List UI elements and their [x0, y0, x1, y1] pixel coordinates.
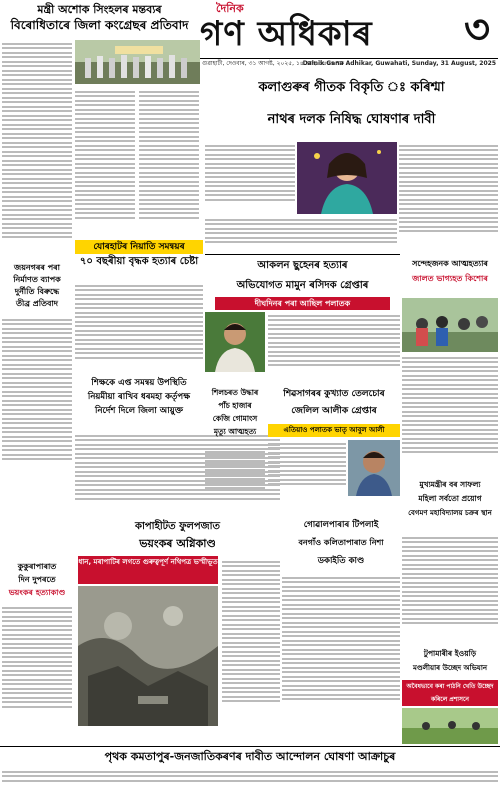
left-col-text-1	[2, 40, 72, 260]
donation-title-4: মৃত্যু আত্মহত্য	[213, 427, 257, 436]
dateline-assamese: গুৱাহাটী, দেওবাৰ, ৩১ আগষ্ট, ২০২৫, ১৪ ভাদ, ১৪৪৭ শক	[202, 60, 345, 67]
jayanagar-title-3: দুৰ্নীতি বিৰুদ্ধে	[14, 287, 60, 296]
goalpara-title-2: বনগাঁও কলিতাপাৰাত নিশা	[298, 538, 384, 547]
cm-text	[402, 534, 498, 644]
sivasagar-title-2: জেলিল আলীক গ্ৰেপ্তাৰ	[291, 406, 377, 416]
left-col-text-2	[75, 88, 135, 236]
jorhat-title-line2: ৭০ বছৰীয়া বৃদ্ধক হত্যাৰ চেষ্টা	[79, 256, 199, 267]
accused-portrait-2	[348, 440, 400, 496]
jorhat-title-line1: যোৰহাটৰ নিয়াতি সমন্বয়ৰ	[75, 240, 203, 254]
jayanagar-title-1: জয়নগৰৰ পৰা	[14, 263, 60, 272]
sivasagar-text	[268, 440, 346, 512]
akalan-photo	[205, 312, 265, 372]
kalaguru-title-1: কলাগুৰুৰ গীতক বিকৃতি ঃ কৰিশ্মা	[258, 80, 445, 95]
kalaguru-text-2	[399, 142, 498, 252]
teachers-title-1: শিক্ষকে এপ্ত সমন্বয় উপস্থিতি	[91, 378, 187, 388]
dateline-english: Dainik Gana Adhikar, Guwahati, Sunday, 31 August, 2025	[302, 60, 496, 67]
goalpara-text	[282, 574, 400, 724]
bottom-headline: পৃথক কমতাপুৰ-জনজাতিকৰণৰ দাবীত আন্দোলন ঘোষণা আক্ৰাচুৰ	[104, 750, 396, 763]
brand-dainik: দৈনিক	[216, 2, 244, 15]
akalan-text	[268, 312, 400, 382]
fire-headline	[75, 518, 280, 554]
teenager-headline	[402, 256, 498, 296]
tuppamari-banner: অবৈধভাবে কৰা পাঠনি খেতি উচ্ছেদ কৰিলে প্ৰশাসনে	[402, 680, 498, 706]
fire-banner: ধান, মৰাপাটিৰ লগতে গুৰুত্বপূৰ্ণ নথিপত্ৰ ভস্মীভূত	[78, 556, 218, 584]
goalpara-headline	[282, 516, 400, 572]
tuppamari-headline	[402, 646, 498, 678]
jayanagar-title-2: নিৰ্মাণত ব্যাপক	[13, 275, 61, 284]
page-number: ৩	[463, 7, 490, 53]
teenager-text	[402, 354, 498, 474]
teenager-title-1: সন্দেহজনক আত্মহত্যাৰ	[412, 259, 488, 268]
crowd-illustration	[402, 298, 498, 352]
donation-title-3: কেজি গোমাংস	[212, 414, 258, 423]
donation-title-2: পাঁচ হাজাৰ	[218, 401, 252, 410]
sivasagar-title-1: শিৱসাগৰৰ কুখ্যাত তেলচোৰ	[283, 389, 385, 399]
accused-portrait	[205, 312, 265, 372]
protest-photo-illustration	[75, 40, 200, 84]
kalaguru-title-2: নাথৰ দলক নিষিদ্ধ ঘোষণাৰ দাবী	[267, 112, 436, 127]
tuppamari-title-1: টুপামাৰীৰ ইওয়ড়ি	[423, 649, 477, 658]
kalaguru-headline	[205, 72, 498, 140]
kalaguru-text-3	[205, 216, 397, 252]
donation-headline	[205, 386, 265, 446]
fire-title-1: কাপাহীটত ফুলপজাত	[134, 521, 221, 532]
jayanagar-title-4: তীব্ৰ প্ৰতিবাদ	[15, 299, 58, 308]
dateline	[200, 58, 498, 68]
sivasagar-photo	[348, 440, 400, 496]
sivasagar-banner: এতিয়াও পলাতক ভাতৃ আবুল আলী	[268, 424, 400, 437]
donation-text	[205, 448, 265, 512]
jayanagar-headline	[2, 262, 72, 314]
newspaper-brand	[200, 0, 460, 56]
akalan-title-2: অভিযোগত মামুন ৰসিদক গ্ৰেপ্তাৰ	[236, 280, 369, 291]
field-illustration	[402, 708, 498, 744]
akalan-headline	[205, 256, 400, 296]
goalpara-title-3: ডকাইতি কাণ্ড	[317, 556, 365, 566]
teachers-title-3: নিৰ্দেশ দিলে জিলা আয়ুক্ত	[95, 406, 183, 416]
tuppamari-photo	[402, 708, 498, 744]
akalan-title-1: আকলন ছুহেনৰ হত্যাৰ	[257, 260, 348, 271]
donation-title-1: শিলচৰত উদ্ধাৰ	[211, 388, 259, 397]
jorhat-text	[75, 282, 203, 372]
teenager-title-2: জালত ভাগ্যহত কিশোৰ	[412, 274, 488, 283]
akalan-box-top	[205, 254, 400, 255]
jorhat-headline	[75, 240, 203, 280]
teachers-title-2: নিয়মীয়া ৰাখিব ধৰমহা কৰ্তৃপক্ষ	[87, 392, 191, 402]
cm-title-2: মহিলা সৰ্বতো প্ৰয়োগ	[418, 494, 482, 503]
cm-headline	[402, 478, 498, 532]
fire-photo	[78, 586, 218, 726]
singer-photo	[297, 142, 397, 214]
kukurpara-title-2: দিন দুপৰতে	[18, 575, 56, 584]
teachers-headline	[75, 376, 203, 430]
fire-title-2: ভয়ংকৰ অগ্নিকাণ্ড	[139, 537, 216, 550]
sivasagar-headline	[268, 386, 400, 422]
goalpara-title-1: গোৱালপাৰাৰ টিপলাই	[303, 520, 379, 530]
cm-title-3: বেগমণ মহাবিদ্যালয় চক্ৰৰ স্থান	[408, 509, 492, 517]
bottom-rule	[0, 746, 500, 747]
tuppamari-title-2: মণ্ডলীয়াৰ উচ্ছেদ অভিযান	[412, 664, 488, 672]
kalaguru-text-1	[205, 142, 295, 214]
brand-name: গণ অধিকাৰ	[200, 14, 373, 54]
protest-photo	[75, 40, 200, 84]
jayanagar-text	[2, 316, 72, 476]
kukurpara-title-3: ভয়ংকৰ হত্যাকাণ্ড	[8, 588, 66, 597]
cm-title-1: মুখ্যমন্ত্ৰীৰ বৰ সাফল্য	[419, 480, 481, 489]
lead-headline-line2: বিৰোধিতাৰে জিলা কংগ্ৰেছৰ প্ৰতিবাদ	[10, 18, 189, 32]
lead-headline-line1: মন্ত্ৰী অশোক সিংহলৰ মন্তব্যৰ	[37, 3, 162, 16]
teenager-photo	[402, 298, 498, 352]
left-col-text-3	[139, 88, 199, 236]
akalan-banner: দীঘদিনৰ পৰা আছিল পলাতক	[215, 297, 390, 310]
bottom-text	[2, 768, 498, 790]
fire-debris-illustration	[78, 586, 218, 726]
kukurpara-text	[2, 604, 72, 724]
singer-illustration	[297, 142, 397, 214]
fire-text	[222, 558, 280, 726]
kukurpara-headline	[2, 560, 72, 602]
kukurpara-title-1: কুকুৰাপাৰাত	[17, 562, 57, 571]
